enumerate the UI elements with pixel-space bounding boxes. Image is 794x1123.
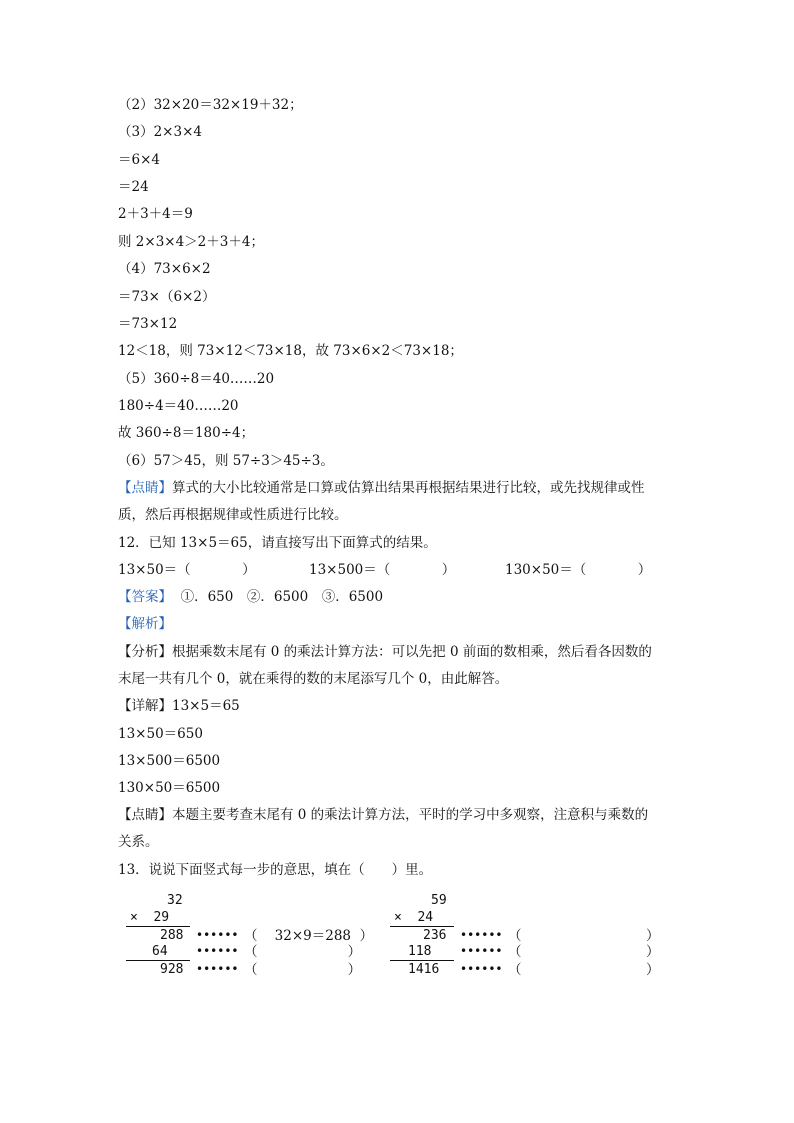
- solution-line: 12＜18，则 73×12＜73×18，故 73×6×2＜73×18；: [118, 343, 463, 359]
- partial-product-1: 288: [160, 928, 184, 943]
- answer-tag: 【答案】: [118, 589, 172, 605]
- solution-line: （6）57＞45，则 57÷3＞45÷3。: [118, 453, 334, 469]
- xiangjie-text: 13×5＝65: [172, 698, 240, 714]
- dots: ••••••: [460, 944, 503, 958]
- dianjing-text: 本题主要考查末尾有 0 的乘法计算方法，平时的学习中多观察，注意积与乘数的: [172, 807, 649, 823]
- solution-line: 2＋3＋4＝9: [118, 206, 193, 222]
- fill-blank[interactable]: （ ）: [508, 962, 660, 978]
- solution-line: ＝24: [118, 179, 149, 195]
- solution-line: 180÷4＝40……20: [118, 398, 239, 414]
- fenxi-text-continued: 末尾一共有几个 0，就在乘得的数的末尾添写几个 0，由此解答。: [118, 671, 509, 687]
- dianjing-tag: 【点睛】: [118, 807, 172, 823]
- question-12-item: 130×50＝（ ）: [505, 562, 652, 578]
- fenxi-text: 根据乘数末尾有 0 的乘法计算方法：可以先把 0 前面的数相乘，然后看各因数的: [172, 644, 652, 660]
- solution-line: ＝6×4: [118, 152, 160, 168]
- answer-text: ①．650 ②．6500 ③．6500: [180, 589, 384, 605]
- fill-blank[interactable]: （ 32×9＝288 ）: [244, 928, 374, 944]
- dots: ••••••: [460, 928, 503, 942]
- question-12-item: 13×50＝（ ）: [118, 562, 256, 578]
- partial-product-2: 118: [408, 944, 432, 959]
- rule-line: [390, 926, 454, 927]
- product: 928: [160, 962, 184, 977]
- dianjing-paragraph: [118, 806, 648, 824]
- solution-line: ＝73×12: [118, 316, 178, 332]
- dots: ••••••: [196, 928, 239, 942]
- solution-line: （3）2×3×4: [118, 124, 202, 140]
- question-12-item: 13×500＝（ ）: [309, 562, 456, 578]
- solution-line: （4）73×6×2: [118, 261, 211, 277]
- xiangjie-line: 130×50＝6500: [118, 780, 221, 796]
- jiexi-tag: 【解析】: [118, 616, 172, 632]
- question-12-title: 12．已知 13×5＝65，请直接写出下面算式的结果。: [118, 535, 437, 551]
- solution-line: （5）360÷8＝40……20: [118, 371, 275, 387]
- rule-line: [390, 960, 454, 961]
- dots: ••••••: [196, 962, 239, 976]
- product: 1416: [408, 962, 440, 977]
- dianjing-text: 算式的大小比较通常是口算或估算出结果再根据结果进行比较，或先找规律或性: [172, 480, 645, 496]
- partial-product-1: 236: [423, 928, 447, 943]
- solution-line: ＝73×（6×2）: [118, 289, 216, 305]
- dianjing-paragraph: [118, 479, 645, 497]
- rule-line: [126, 926, 190, 927]
- dots: ••••••: [460, 962, 503, 976]
- solution-line: （2）32×20＝32×19＋32；: [118, 97, 303, 113]
- xiangjie-line: 13×500＝6500: [118, 753, 221, 769]
- question-13-title: 13．说说下面竖式每一步的意思，填在（ ）里。: [118, 862, 433, 878]
- partial-product-2: 64: [152, 944, 168, 959]
- rule-line: [126, 960, 190, 961]
- fill-blank[interactable]: （ ）: [508, 944, 660, 960]
- multiplier: × 29: [130, 910, 170, 925]
- fenxi-paragraph: [118, 643, 652, 661]
- xiangjie-tag: 【详解】: [118, 698, 172, 714]
- xiangjie-paragraph: [118, 697, 240, 715]
- solution-line: 则 2×3×4＞2＋3＋4；: [118, 234, 264, 250]
- xiangjie-line: 13×50＝650: [118, 726, 203, 742]
- dianjing-tag: 【点睛】: [118, 480, 172, 496]
- solution-line: 故 360÷8＝180÷4；: [118, 425, 255, 441]
- fenxi-tag: 【分析】: [118, 644, 172, 660]
- dianjing-text-continued: 关系。: [118, 834, 159, 850]
- dots: ••••••: [196, 944, 239, 958]
- fill-blank[interactable]: （ ）: [244, 962, 362, 978]
- answer-line: [118, 588, 383, 606]
- multiplicand: 32: [167, 893, 183, 908]
- multiplier: × 24: [394, 910, 434, 925]
- fill-blank[interactable]: （ ）: [244, 944, 362, 960]
- fill-blank[interactable]: （ ）: [508, 928, 660, 944]
- dianjing-text-continued: 质，然后再根据规律或性质进行比较。: [118, 507, 348, 523]
- multiplicand: 59: [431, 893, 447, 908]
